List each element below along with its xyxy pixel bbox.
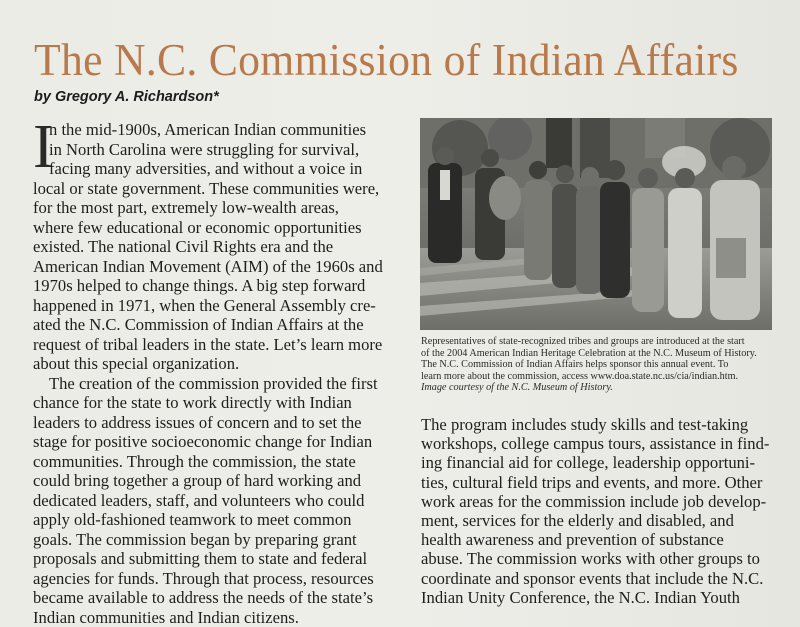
caption-line: learn more about the commission, access www.doa.state.nc.us/cia/indian.htm.	[421, 371, 781, 383]
text-line: ing financial aid for college, leadership opportuni-	[421, 453, 793, 472]
text-line: became available to address the needs of the state’s	[33, 588, 405, 608]
paragraph-intro	[33, 120, 405, 374]
text-line: ment, services for the elderly and disabled, and	[421, 511, 793, 530]
text-line: The creation of the commission provided the first	[33, 374, 405, 394]
text-line: ated the N.C. Commission of Indian Affairs at the	[33, 315, 405, 335]
text-line: in North Carolina were struggling for survival,	[33, 140, 405, 160]
text-line: could bring together a group of hard working and	[33, 471, 405, 491]
text-line: workshops, college campus tours, assistance in find-	[421, 434, 793, 453]
left-column	[33, 120, 405, 627]
text-line: 1970s helped to change things. A big step forward	[33, 276, 405, 296]
right-column	[421, 415, 793, 607]
event-photo	[420, 118, 772, 330]
text-line: communities. Through the commission, the state	[33, 452, 405, 472]
text-line: where few educational or economic opportunities	[33, 218, 405, 238]
text-line: happened in 1971, when the General Assembly cre-	[33, 296, 405, 316]
text-line: Indian Unity Conference, the N.C. Indian Youth	[421, 588, 793, 607]
text-line: existed. The national Civil Rights era and the	[33, 237, 405, 257]
text-line: health awareness and prevention of substance	[421, 530, 793, 549]
caption-line: The N.C. Commission of Indian Affairs helps sponsor this annual event. To	[421, 359, 781, 371]
text-line: apply old-fashioned teamwork to meet common	[33, 510, 405, 530]
text-line: for the most part, extremely low-wealth areas,	[33, 198, 405, 218]
text-line: Indian communities and Indian citizens.	[33, 608, 405, 627]
paragraph-creation	[33, 374, 405, 627]
photo-illustration	[420, 118, 772, 330]
text-line: goals. The commission began by preparing grant	[33, 530, 405, 550]
text-line: coordinate and sponsor events that include the N.C.	[421, 569, 793, 588]
text-line: work areas for the commission include job develop-	[421, 492, 793, 511]
text-line: The program includes study skills and test-taking	[421, 415, 793, 434]
text-line: facing many adversities, and without a voice in	[33, 159, 405, 179]
article-title: The N.C. Commission of Indian Affairs	[34, 34, 739, 86]
caption-line: of the 2004 American Indian Heritage Celebration at the N.C. Museum of History.	[421, 348, 781, 360]
text-line: n the mid-1900s, American Indian communities	[33, 120, 405, 140]
text-line: abuse. The commission works with other groups to	[421, 549, 793, 568]
paragraph-program	[421, 415, 793, 607]
byline: by Gregory A. Richardson*	[34, 89, 219, 105]
drop-cap: I	[33, 122, 54, 172]
text-line: dedicated leaders, staff, and volunteers who could	[33, 491, 405, 511]
text-line: local or state government. These communities were,	[33, 179, 405, 199]
photo-caption	[421, 336, 781, 394]
text-line: agencies for funds. Through that process, resources	[33, 569, 405, 589]
text-line: chance for the state to work directly with Indian	[33, 393, 405, 413]
photo-credit: Image courtesy of the N.C. Museum of History.	[421, 382, 781, 394]
text-line: about this special organization.	[33, 354, 405, 374]
text-line: leaders to address issues of concern and to set the	[33, 413, 405, 433]
text-line: American Indian Movement (AIM) of the 1960s and	[33, 257, 405, 277]
text-line: stage for positive socioeconomic change for Indian	[33, 432, 405, 452]
text-line: request of tribal leaders in the state. Let’s learn more	[33, 335, 405, 355]
text-line: proposals and submitting them to state and federal	[33, 549, 405, 569]
caption-line: Representatives of state-recognized tribes and groups are introduced at the start	[421, 336, 781, 348]
text-line: ties, cultural field trips and events, and more. Other	[421, 473, 793, 492]
